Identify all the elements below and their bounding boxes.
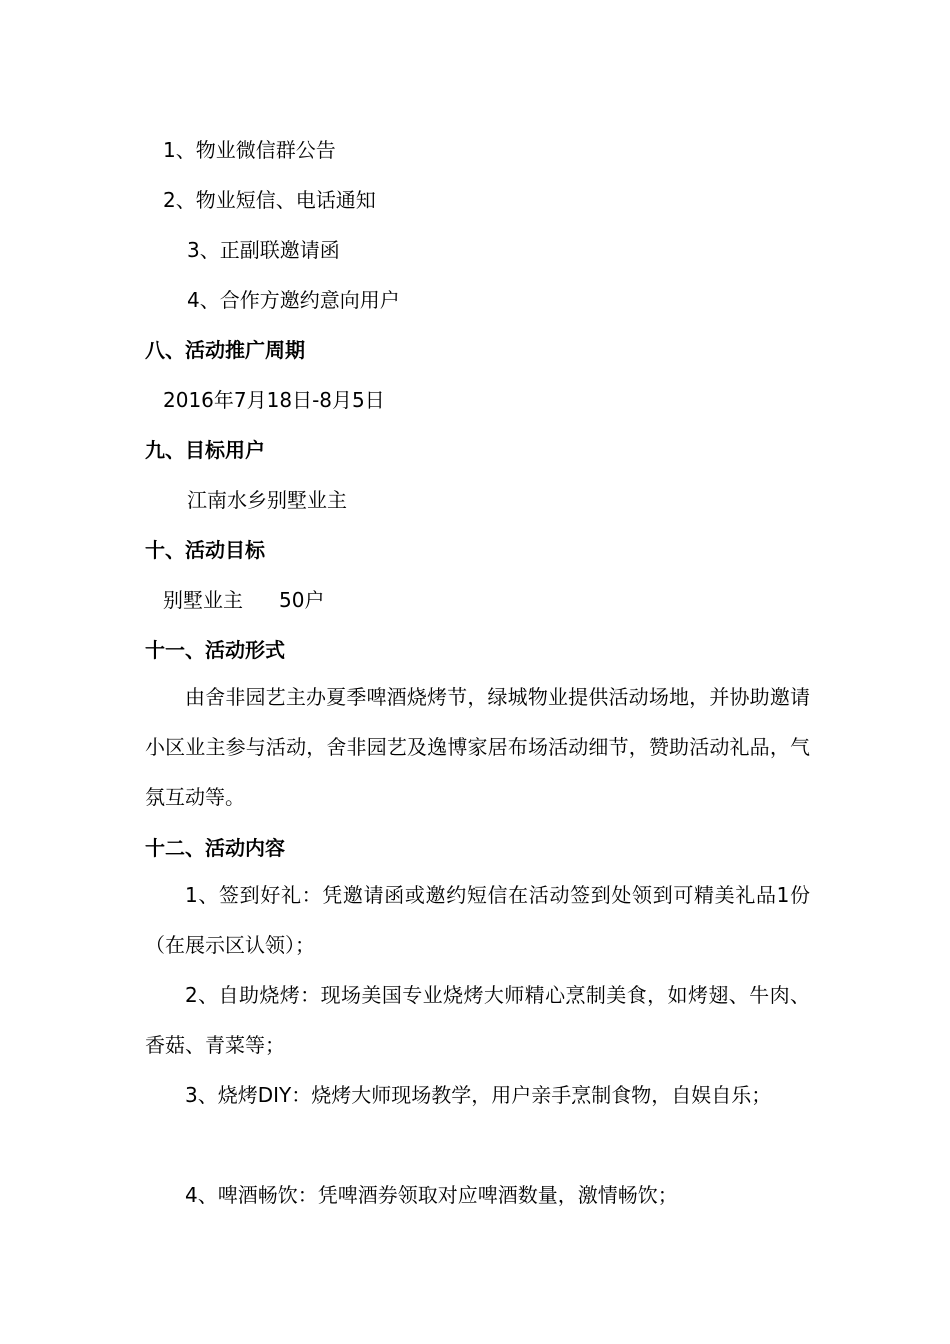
section10-target (163, 585, 828, 615)
section10-heading: 十、活动目标 (145, 538, 265, 562)
section9-text: 江南水乡别墅业主 (187, 488, 347, 512)
section11-text: 由舍非园艺主办夏季啤酒烧烤节，绿城物业提供活动场地，并协助邀请小区业主参与活动，舍非园艺及逸博家居布场活动细节，赞助活动礼品，气氛互动等。 (145, 685, 810, 809)
section10-label: 别墅业主 (163, 588, 243, 612)
section12-item-4: 4、啤酒畅饮：凭啤酒券领取对应啤酒数量，激情畅饮； (185, 1183, 678, 1207)
section12-item-1: 1、签到好礼：凭邀请函或邀约短信在活动签到处领到可精美礼品1份（在展示区认领）； (145, 883, 810, 957)
section12-item-3: 3、烧烤DIY：烧烤大师现场教学，用户亲手烹制食物，自娱自乐； (185, 1083, 772, 1107)
channel-item-4: 4、合作方邀约意向用户 (187, 288, 400, 312)
section9-heading: 九、目标用户 (145, 438, 265, 462)
channel-item-3: 3、正副联邀请函 (187, 238, 340, 262)
section10-value: 50户 (279, 588, 325, 612)
section8-text: 2016年7月18日-8月5日 (163, 388, 385, 412)
section11-heading: 十一、活动形式 (145, 638, 285, 662)
section12-item-2: 2、自助烧烤：现场美国专业烧烤大师精心烹制美食，如烤翅、牛肉、香菇、青菜等； (145, 983, 810, 1057)
channel-item-1: 1、物业微信群公告 (163, 138, 336, 162)
section12-heading: 十二、活动内容 (145, 836, 285, 860)
section8-heading: 八、活动推广周期 (145, 338, 305, 362)
channel-item-2: 2、物业短信、电话通知 (163, 188, 376, 212)
